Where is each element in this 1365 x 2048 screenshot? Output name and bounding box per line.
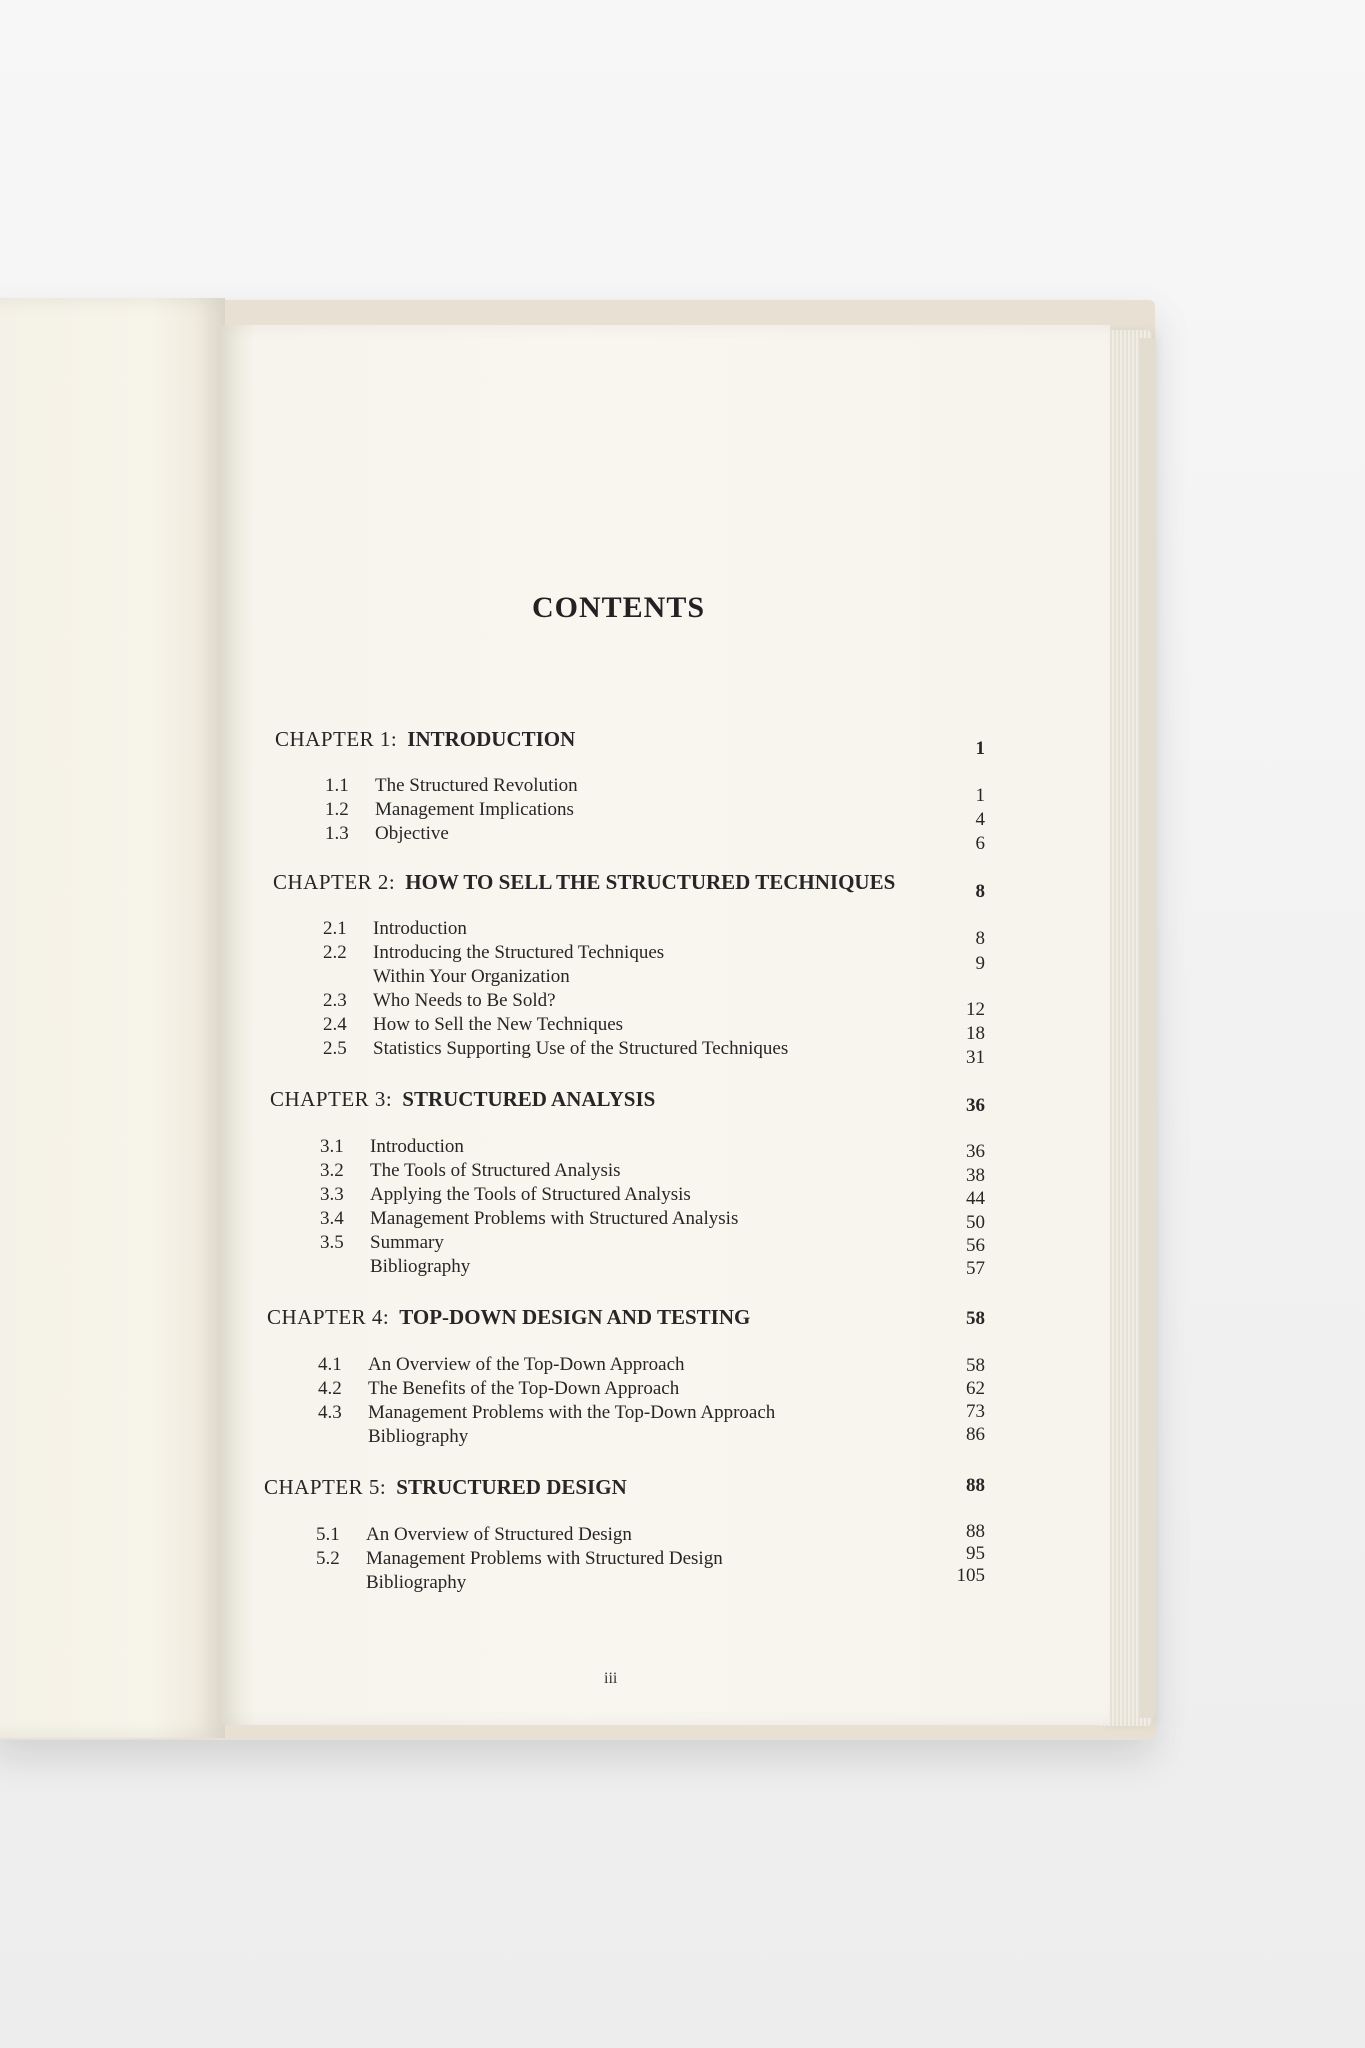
section-number: 3.1 bbox=[320, 1136, 344, 1157]
chapter-label: CHAPTER 4: bbox=[267, 1305, 390, 1329]
section-title: The Structured Revolution bbox=[375, 775, 578, 796]
section-number: 3.4 bbox=[320, 1208, 344, 1229]
section-title: Management Problems with the Top-Down Approach bbox=[368, 1402, 776, 1423]
section-title: Bibliography bbox=[366, 1572, 467, 1593]
section-page: 1 bbox=[975, 785, 985, 806]
section-page: 9 bbox=[975, 953, 985, 974]
chapter-label: CHAPTER 2: bbox=[273, 870, 396, 894]
section-title: Management Problems with Structured Analysis bbox=[370, 1208, 739, 1229]
section-number: 1.2 bbox=[325, 799, 349, 820]
section-title: Who Needs to Be Sold? bbox=[373, 990, 556, 1011]
section-page: 73 bbox=[966, 1401, 985, 1422]
section-title: Introducing the Structured Techniques bbox=[373, 942, 665, 963]
section-title: Summary bbox=[370, 1232, 444, 1253]
chapter-title: STRUCTURED DESIGN bbox=[396, 1475, 627, 1499]
chapter-3-page: 36 bbox=[966, 1095, 985, 1116]
section-page: 50 bbox=[966, 1212, 985, 1233]
section-number: 2.4 bbox=[323, 1014, 347, 1035]
section-page: 36 bbox=[966, 1141, 985, 1162]
section-page: 38 bbox=[966, 1165, 985, 1186]
section-number: 5.2 bbox=[316, 1548, 340, 1569]
section-page: 44 bbox=[966, 1188, 985, 1209]
chapter-label: CHAPTER 3: bbox=[270, 1087, 393, 1111]
section-number: 4.2 bbox=[318, 1378, 342, 1399]
section-title: Management Implications bbox=[375, 799, 574, 820]
section-title: Bibliography bbox=[370, 1256, 471, 1277]
section-page: 12 bbox=[966, 999, 985, 1020]
section-number: 1.1 bbox=[325, 775, 349, 796]
chapter-title: TOP-DOWN DESIGN AND TESTING bbox=[399, 1305, 751, 1329]
section-page: 4 bbox=[975, 809, 985, 830]
section-page: 58 bbox=[966, 1355, 985, 1376]
section-page: 18 bbox=[966, 1023, 985, 1044]
section-page: 88 bbox=[966, 1521, 985, 1542]
chapter-1-heading bbox=[275, 727, 575, 752]
section-title: Introduction bbox=[370, 1136, 464, 1157]
section-page: 31 bbox=[966, 1047, 985, 1068]
chapter-3-heading bbox=[270, 1087, 655, 1112]
section-number: 5.1 bbox=[316, 1524, 340, 1545]
left-page bbox=[0, 298, 225, 1738]
chapter-label: CHAPTER 5: bbox=[264, 1475, 387, 1499]
section-title: How to Sell the New Techniques bbox=[373, 1014, 624, 1035]
section-page: 86 bbox=[966, 1424, 985, 1445]
section-title: An Overview of Structured Design bbox=[366, 1524, 632, 1545]
section-number: 3.3 bbox=[320, 1184, 344, 1205]
chapter-title: INTRODUCTION bbox=[407, 727, 576, 751]
section-page: 57 bbox=[966, 1258, 985, 1279]
section-title: Statistics Supporting Use of the Structured Techniques bbox=[373, 1038, 789, 1059]
section-page: 8 bbox=[975, 928, 985, 949]
section-title-continued: Within Your Organization bbox=[373, 966, 570, 987]
contents-page bbox=[220, 325, 1110, 1725]
section-page: 56 bbox=[966, 1235, 985, 1256]
section-number: 2.2 bbox=[323, 942, 347, 963]
section-number: 2.5 bbox=[323, 1038, 347, 1059]
section-number: 1.3 bbox=[325, 823, 349, 844]
section-number: 4.1 bbox=[318, 1354, 342, 1375]
chapter-4-page: 58 bbox=[966, 1308, 985, 1329]
section-title: Management Problems with Structured Design bbox=[366, 1548, 723, 1569]
section-title: An Overview of the Top-Down Approach bbox=[368, 1354, 685, 1375]
chapter-1-page: 1 bbox=[975, 738, 985, 759]
section-title: Objective bbox=[375, 823, 449, 844]
section-number: 4.3 bbox=[318, 1402, 342, 1423]
chapter-5-page: 88 bbox=[966, 1475, 985, 1496]
chapter-5-heading bbox=[264, 1475, 627, 1500]
section-title: Introduction bbox=[373, 918, 467, 939]
section-number: 2.3 bbox=[323, 990, 347, 1011]
section-title: Applying the Tools of Structured Analysis bbox=[370, 1184, 691, 1205]
page-title: CONTENTS bbox=[532, 591, 706, 624]
right-cover-edge bbox=[1140, 338, 1156, 1718]
chapter-title: HOW TO SELL THE STRUCTURED TECHNIQUES bbox=[405, 870, 896, 894]
section-number: 3.5 bbox=[320, 1232, 344, 1253]
section-page: 62 bbox=[966, 1378, 985, 1399]
page-number: iii bbox=[604, 1670, 618, 1687]
contents-text bbox=[220, 325, 1110, 1725]
section-title: The Benefits of the Top-Down Approach bbox=[368, 1378, 680, 1399]
section-title: Bibliography bbox=[368, 1426, 469, 1447]
section-number: 2.1 bbox=[323, 918, 347, 939]
chapter-4-heading bbox=[267, 1305, 750, 1330]
chapter-label: CHAPTER 1: bbox=[275, 727, 398, 751]
section-page: 105 bbox=[956, 1565, 985, 1586]
section-page: 6 bbox=[975, 833, 985, 854]
section-page: 95 bbox=[966, 1543, 985, 1564]
chapter-2-page: 8 bbox=[975, 881, 985, 902]
section-title: The Tools of Structured Analysis bbox=[370, 1160, 621, 1181]
chapter-2-heading bbox=[273, 870, 895, 895]
chapter-title: STRUCTURED ANALYSIS bbox=[402, 1087, 656, 1111]
section-number: 3.2 bbox=[320, 1160, 344, 1181]
